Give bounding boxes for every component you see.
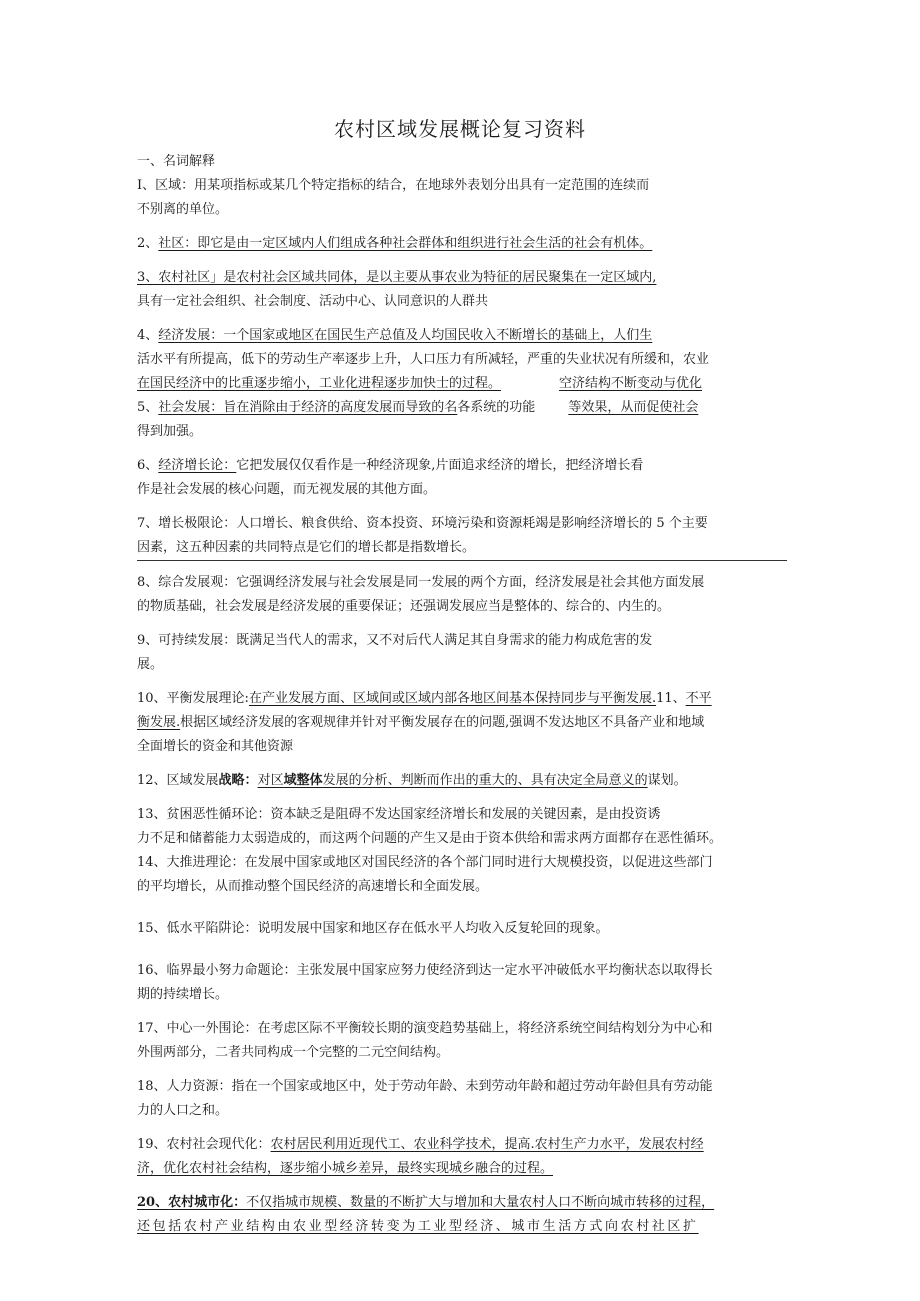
term-6-number: 6、 — [137, 458, 159, 473]
term-4-line-2: 活水平有所提高，低下的劳动生产率逐步上升，人口压力有所减轻，严重的失业状况有所缓和，农业 — [137, 352, 710, 367]
term-16-line-2: 期的持续增长。 — [137, 987, 229, 1002]
term-4-line-3 — [137, 372, 787, 396]
term-12-def-end: 谋划。 — [647, 773, 687, 788]
term-2-line-1 — [137, 232, 787, 256]
term-14-line-2: 的平均增长，从而推动整个国民经济的高速增长和全面发展。 — [137, 879, 489, 894]
term-5-side-note: 等效果，从而促使社会 — [568, 400, 699, 415]
term-13-line-2: 力不足和储蓄能力太弱造成的，而这两个问题的产生又是由于资本供给和需求两方面都存在恶性循环。 — [137, 831, 723, 846]
term-5-line-1 — [137, 396, 787, 420]
term-2-number: 2、 — [137, 236, 159, 251]
term-6-definition: 它把发展仅仅看作是一种经济现象,片面追求经济的增长，把经济增长看 — [236, 458, 644, 473]
term-20-line-1 — [137, 1191, 787, 1215]
term-16-line-1: 16、临界最小努力命题论：主张发展中国家应努力使经济到达一定水平冲破低水平均衡状态以取得长 — [137, 963, 713, 978]
term-6-line-2: 作是社会发展的核心问题，而无视发展的其他方面。 — [137, 482, 437, 497]
term-19-definition: 农村居民利用近现代工、农业科学技术，提高.农村生产力水平，发展农村经 — [270, 1137, 704, 1152]
term-12-term-bold: 战略： — [218, 773, 258, 788]
term-18-line-2: 力的人口之和。 — [137, 1103, 229, 1118]
term-1-line-2: 不别离的单位。 — [137, 202, 229, 217]
term-5-line-2: 得到加强。 — [137, 424, 203, 439]
term-9-line-2: 展。 — [137, 657, 164, 672]
term-10-line-1 — [137, 687, 787, 711]
term-13-line-1: 13、贫困恶性循环论：资本缺乏是阻碍不发达国家经济增长和发展的关键因素，是由投资诱 — [137, 807, 661, 822]
term-11-term-end: 衡发展. — [137, 715, 181, 730]
term-4-line-3-text: 在国民经济中的比重逐步缩小，工业化进程逐步加快士的过程。 — [137, 376, 502, 391]
term-19-term: 19、农村社会现代化： — [137, 1137, 271, 1152]
term-15-line-1: 15、低水平陷阱论：说明发展中国家和地区存在低水平人均收入反复轮回的现象。 — [137, 921, 609, 936]
term-12-term: 12、区域发展 — [137, 773, 219, 788]
term-11-definition: 根据区域经济发展的客观规律并针对平衡发展存在的问题,强调不发达地区不具备产业和地域 — [180, 715, 705, 730]
term-2-definition: 社区：即它是由一定区域内人们组成各种社会群体和组织进行社会生活的社会有机体。 — [158, 236, 653, 251]
term-11-line-2: 全面增长的资金和其他资源 — [137, 739, 294, 754]
term-5-continuation: 各系统的功能 — [457, 400, 536, 415]
term-7-line-2: 因素，这五种因素的共同特点是它们的增长都是指数增长。 — [137, 536, 787, 561]
term-4-side-note: 空济结构不断变动与优化 — [559, 376, 703, 391]
term-6-line-1 — [137, 454, 787, 478]
term-20-line-2: 还包括农村产业结构由农业型经济转变为工业型经济、城市生活方式向农村社区扩 — [137, 1219, 699, 1234]
term-11-line-1 — [137, 711, 787, 735]
term-11-number: 11、 — [656, 691, 686, 706]
term-3-line-2: 具有一定社会组织、社会制度、活动中心、认同意识的人群共 — [137, 294, 489, 309]
term-12-line-1 — [137, 769, 787, 793]
term-20-term: 农村城市化： — [168, 1195, 247, 1210]
term-4-number: 4、 — [137, 328, 159, 343]
document-body — [137, 150, 787, 1239]
term-8-line-2: 的物质基础，社会发展是经济发展的重要保证；还强调发展应当是整体的、综合的、内生的。 — [137, 599, 671, 614]
term-3-line-1: 3、农村社区」是农村社会区域共同体，是以主要从事农业为特征的居民聚集在一定区域内, — [137, 270, 657, 285]
term-17-line-1: 17、中心一外围论：在考虑区际不平衡较长期的演变趋势基础上，将经济系统空间结构划分为中心和 — [137, 1021, 713, 1036]
term-4-line-1 — [137, 324, 787, 348]
term-19-line-2: 济，优化农村社会结构，逐步缩小城乡差异，最终实现城乡融合的过程。 — [137, 1161, 554, 1176]
term-12-def-part-2: 发展的分析、判断而作出的重大的、具有决定全局意义的 — [322, 773, 648, 788]
term-10-definition: 在产业发展方面、区域间或区域内部各地区间基本保持同步与平衡发展. — [248, 691, 657, 706]
term-20-definition: 不仅指城市规模、数量的不断扩大与增加和大量农村人口不断向城市转移的过程， — [246, 1195, 715, 1210]
document-title: 农村区域发展概论复习资料 — [334, 117, 586, 141]
term-14-line-1: 14、大推进理论：在发展中国家或地区对国民经济的各个部门同时进行大规模投资，以促进这些部门 — [137, 855, 713, 870]
term-9-line-1: 9、可持续发展：既满足当代人的需求，又不对后代人满足其自身需求的能力构成危害的发 — [137, 633, 653, 648]
term-8-line-1: 8、综合发展观：它强调经济发展与社会发展是同一发展的两个方面，经济发展是社会其他方面发展 — [137, 575, 705, 590]
term-6-term: 经济增长论： — [158, 458, 237, 473]
term-11-term-start: 不平 — [685, 691, 712, 706]
term-4-definition: 经济发展：一个国家或地区在国民生产总值及人均国民收入不断增长的基础上，人们生 — [158, 328, 653, 343]
term-12-def-part-1: 对区 — [257, 773, 284, 788]
term-18-line-1: 18、人力资源：指在一个国家或地区中，处于劳动年龄、未到劳动年龄和超过劳动年龄但具有劳动能 — [137, 1079, 713, 1094]
term-1-line-1: I、区域：用某项指标或某几个特定指标的结合，在地球外表划分出具有一定范围的连续而 — [137, 178, 650, 193]
term-20-number: 20、 — [137, 1195, 169, 1210]
term-7-line-1: 7、增长极限论：人口增长、粮食供给、资本投资、环境污染和资源耗竭是影响经济增长的 5 个主要 — [137, 516, 708, 531]
term-12-def-bold: 域整体 — [283, 773, 323, 788]
term-10-term: 10、平衡发展理论: — [137, 691, 249, 706]
term-5-definition: 社会发展：旨在消除由于经济的高度发展而导致的名 — [158, 400, 458, 415]
section-heading: 一、名词解释 — [137, 154, 216, 169]
term-17-line-2: 外围两部分，二者共同构成一个完整的二元空间结构。 — [137, 1045, 450, 1060]
term-5-number: 5、 — [137, 400, 159, 415]
term-19-line-1 — [137, 1133, 787, 1157]
